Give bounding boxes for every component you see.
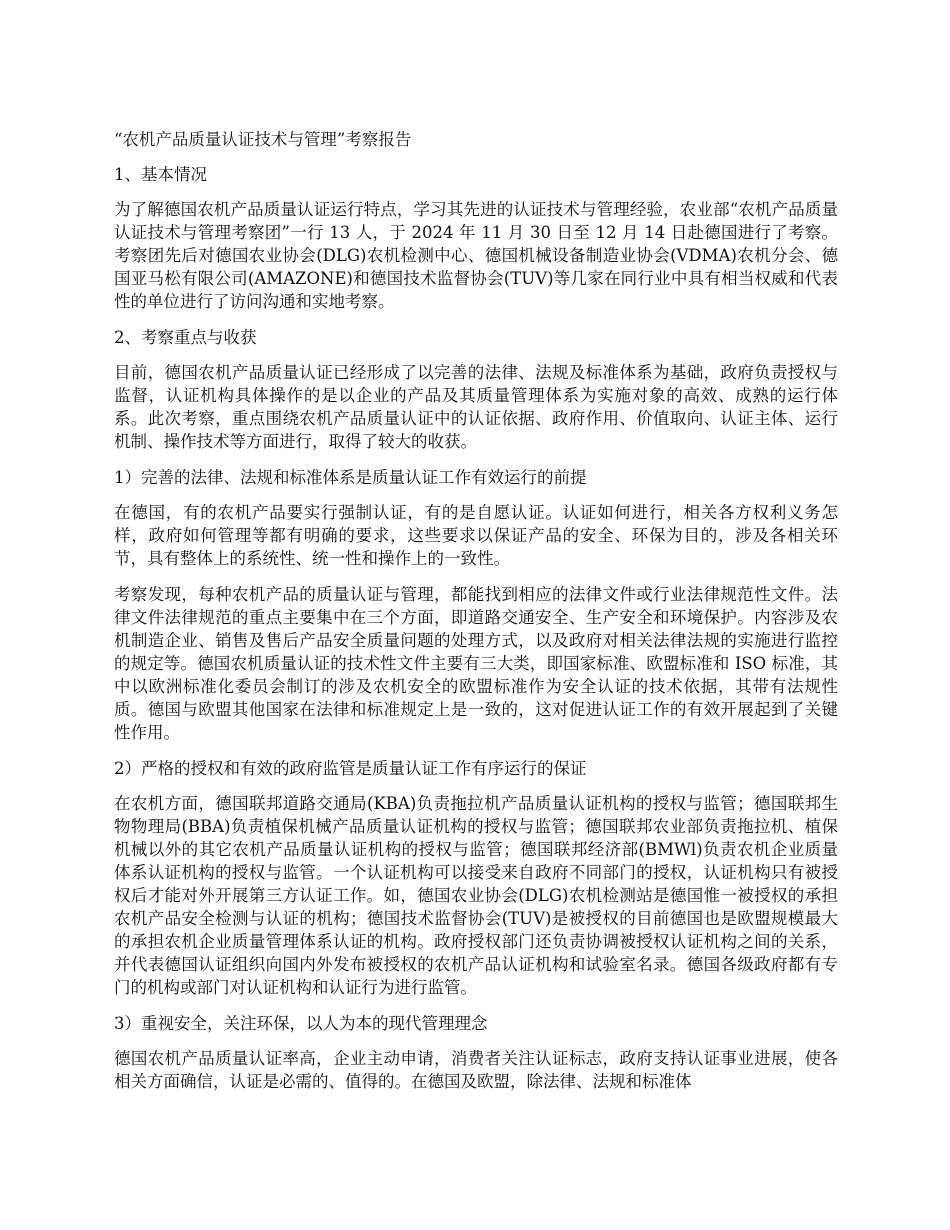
document-page [114, 128, 838, 1106]
paragraph: 目前，德国农机产品质量认证已经形成了以完善的法律、法规及标准体系为基础，政府负责授权与监督，认证机构具体操作的是以企业的产品及其质量管理体系为实施对象的高效、成熟的运行体系。此次考察，重点围绕农机产品质量认证中的认证依据、政府作用、价值取向、认证主体、运行机制、操作技术等方面进行，取得了较大的收获。 [114, 363, 838, 451]
subsection-heading: 2）严格的授权和有效的政府监管是质量认证工作有序运行的保证 [114, 759, 587, 778]
paragraph: 德国农机产品质量认证率高，企业主动申请，消费者关注认证标志，政府支持认证事业进展，使各相关方面确信，认证是必需的、值得的。在德国及欧盟，除法律、法规和标准体 [114, 1049, 838, 1091]
paragraph: 考察发现，每种农机产品的质量认证与管理，都能找到相应的法律文件或行业法律规范性文件。法律文件法律规范的重点主要集中在三个方面，即道路交通安全、生产安全和环境保护。内容涉及农机制造企业、销售及售后产品安全质量问题的处理方式，以及政府对相关法律法规的实施进行监控的规定等。德国农机质量认证的技术性文件主要有三大类，即国家标准、欧盟标准和 ISO 标准，其中以欧洲标准化委员会制订的涉及农机安全的欧盟标准作为安全认证的技术依据，其带有法规性质。德国与欧盟其他国家在法律和标准规定上是一致的，这对促进认证工作的有效开展起到了关键性作用。 [114, 585, 838, 742]
subsection-heading: 3）重视安全，关注环保，以人为本的现代管理理念 [114, 1014, 488, 1033]
document-title: “农机产品质量认证技术与管理”考察报告 [114, 130, 412, 149]
paragraph: 在农机方面，德国联邦道路交通局(KBA)负责拖拉机产品质量认证机构的授权与监管；德国联邦生物物理局(BBA)负责植保机械产品质量认证机构的授权与监管；德国联邦农业部负责拖拉机、植保机械以外的其它农机产品质量认证机构的授权与监管；德国联邦经济部(BMWl)负责农机企业质量体系认证机构的授权与监管。一个认证机构可以接受来自政府不同部门的授权，认证机构只有被授权后才能对外开展第三方认证工作。如，德国农业协会(DLG)农机检测站是德国惟一被授权的承担农机产品安全检测与认证的机构；德国技术监督协会(TUV)是被授权的目前德国也是欧盟规模最大的承担农机企业质量管理体系认证的机构。政府授权部门还负责协调被授权认证机构之间的关系，并代表德国认证组织向国内外发布被授权的农机产品认证机构和试验室名录。德国各级政府都有专门的机构或部门对认证机构和认证行为进行监管。 [114, 794, 838, 997]
subsection-heading: 1）完善的法律、法规和标准体系是质量认证工作有效运行的前提 [114, 468, 587, 487]
section-heading: 1、基本情况 [114, 165, 207, 184]
section-heading: 2、考察重点与收获 [114, 328, 257, 347]
paragraph: 为了解德国农机产品质量认证运行特点，学习其先进的认证技术与管理经验，农业部“农机产品质量认证技术与管理考察团”一行 13 人，于 2024 年 11 月 30 日至 12 月 14 日赴德国进行了考察。考察团先后对德国农业协会(DLG)农机检测中心、德国机械设备制造业协会(VDMA)农机分会、德国亚马松有限公司(AMAZONE)和德国技术监督协会(TUV)等几家在同行业中具有相当权威和代表性的单位进行了访问沟通和实地考察。 [114, 200, 838, 311]
paragraph: 在德国，有的农机产品要实行强制认证，有的是自愿认证。认证如何进行，相关各方权利义务怎样，政府如何管理等都有明确的要求，这些要求以保证产品的安全、环保为目的，涉及各相关环节，具有整体上的系统性、统一性和操作上的一致性。 [114, 503, 838, 568]
